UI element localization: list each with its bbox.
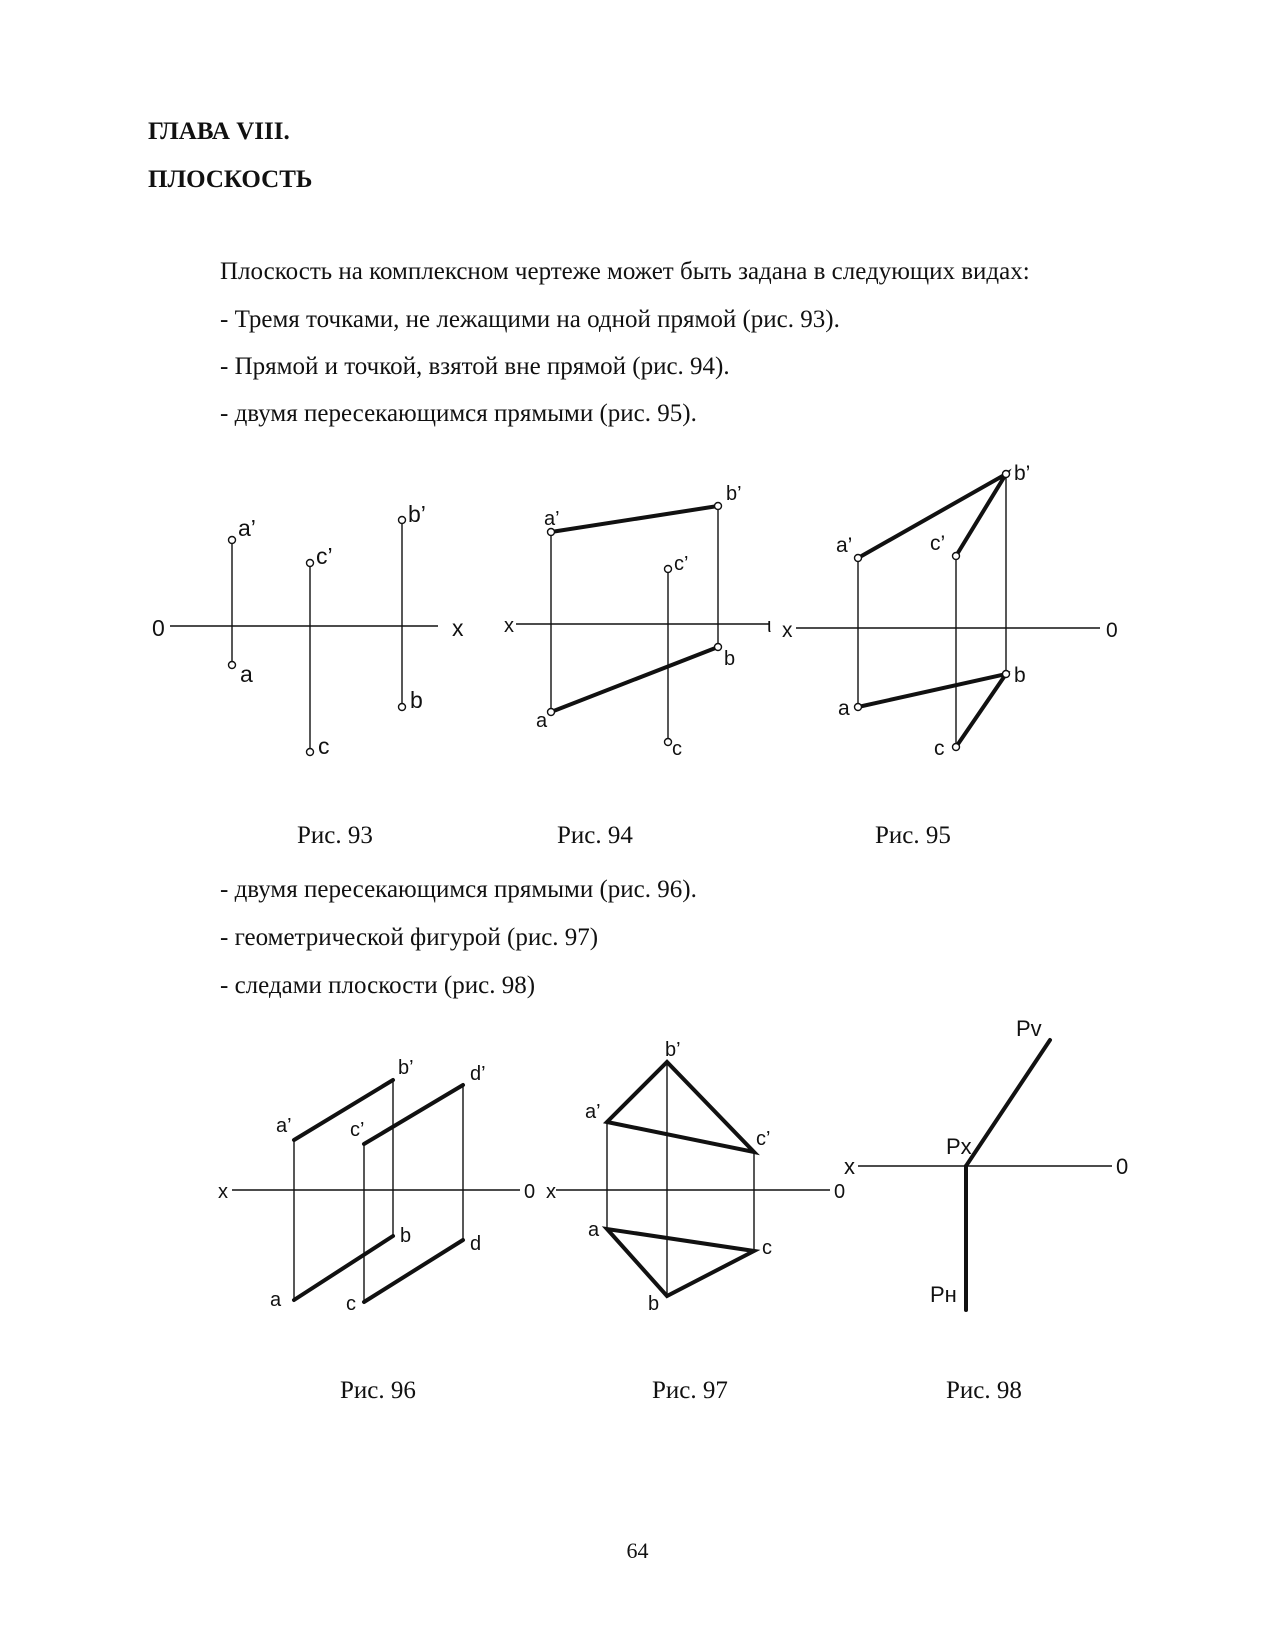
label-c: c <box>672 738 682 760</box>
axis-label-right: x <box>452 615 464 641</box>
axis-label-right: 0 <box>834 1181 846 1203</box>
list-item: - геометрической фигурой (рис. 97) <box>220 924 599 951</box>
label-c1: c’ <box>350 1119 365 1141</box>
label-c1: c’ <box>674 553 689 575</box>
label-d1: d’ <box>470 1063 486 1085</box>
label-a: a <box>240 661 253 687</box>
triangle-top-projection <box>607 1229 754 1296</box>
label-ph: Pн <box>930 1282 957 1307</box>
figure-98 <box>844 1016 1128 1310</box>
label-a: a <box>588 1219 600 1241</box>
axis-label-left: x <box>844 1154 855 1179</box>
label-b1: b’ <box>1014 462 1031 485</box>
label-b1: b’ <box>726 483 742 505</box>
list-item: - следами плоскости (рис. 98) <box>220 972 536 999</box>
chapter-title: ПЛОСКОСТЬ <box>148 166 313 193</box>
trace-pv <box>966 1040 1050 1166</box>
list-item: - Тремя точками, не лежащими на одной прямой (рис. 93). <box>220 306 840 333</box>
intro-paragraph: Плоскость на комплексном чертеже может быть задана в следующих видах: <box>220 258 1030 285</box>
label-c: c <box>934 737 945 760</box>
label-a1: a’ <box>836 534 853 557</box>
page-number: 64 <box>626 1538 649 1563</box>
label-a1: a’ <box>238 515 256 541</box>
axis-label-left: x <box>546 1181 556 1203</box>
list-item: - двумя пересекающимся прямыми (рис. 95). <box>220 400 697 427</box>
line-cd-top <box>364 1240 463 1302</box>
label-a1: a’ <box>585 1101 601 1123</box>
axis-label-right: 0 <box>1116 1154 1129 1179</box>
caption-fig-93: Рис. 93 <box>297 822 373 849</box>
list-item: - Прямой и точкой, взятой вне прямой (рис. 94). <box>220 353 730 380</box>
caption-fig-97: Рис. 97 <box>652 1377 728 1404</box>
triangle-front-projection <box>607 1062 754 1152</box>
figure-97 <box>546 1039 845 1315</box>
axis-label-right: ι <box>767 615 772 637</box>
label-c: c <box>762 1237 772 1259</box>
caption-fig-98: Рис. 98 <box>946 1377 1022 1404</box>
label-b: b <box>648 1293 660 1315</box>
label-a1: a’ <box>544 508 560 530</box>
line-ab-top <box>294 1236 393 1300</box>
label-b: b <box>400 1225 412 1247</box>
label-c1: c’ <box>756 1128 771 1150</box>
label-b: b <box>410 687 423 713</box>
label-c1: c’ <box>930 532 946 555</box>
label-c: c <box>346 1293 356 1315</box>
label-b1: b’ <box>398 1057 414 1079</box>
label-d: d <box>470 1233 482 1255</box>
label-b: b <box>1014 664 1026 687</box>
label-b1: b’ <box>408 501 426 527</box>
label-px: Px <box>946 1134 972 1159</box>
figure-96 <box>218 1057 535 1315</box>
axis-label-right: 0 <box>524 1181 536 1203</box>
label-c1: c’ <box>316 543 333 569</box>
list-item: - двумя пересекающимся прямыми (рис. 96). <box>220 876 697 903</box>
label-a: a <box>838 697 850 720</box>
label-pv: Pv <box>1016 1016 1042 1041</box>
axis-label-left: x <box>504 615 514 637</box>
line-cd-front <box>364 1085 463 1144</box>
caption-fig-94: Рис. 94 <box>557 822 633 849</box>
chapter-label: ГЛАВА VIII. <box>148 118 290 145</box>
label-c: c <box>318 733 330 759</box>
label-a: a <box>270 1289 282 1311</box>
label-a1: a’ <box>276 1115 292 1137</box>
axis-label-right: 0 <box>1106 619 1118 642</box>
caption-fig-96: Рис. 96 <box>340 1377 416 1404</box>
label-a: a <box>536 710 548 732</box>
label-b1: b’ <box>665 1039 681 1061</box>
caption-fig-95: Рис. 95 <box>875 822 951 849</box>
label-b: b <box>724 648 736 670</box>
axis-label-left: x <box>218 1181 228 1203</box>
axis-label-left: 0 <box>152 615 165 641</box>
line-ab-front <box>294 1080 393 1140</box>
axis-label-left: x <box>782 619 793 642</box>
